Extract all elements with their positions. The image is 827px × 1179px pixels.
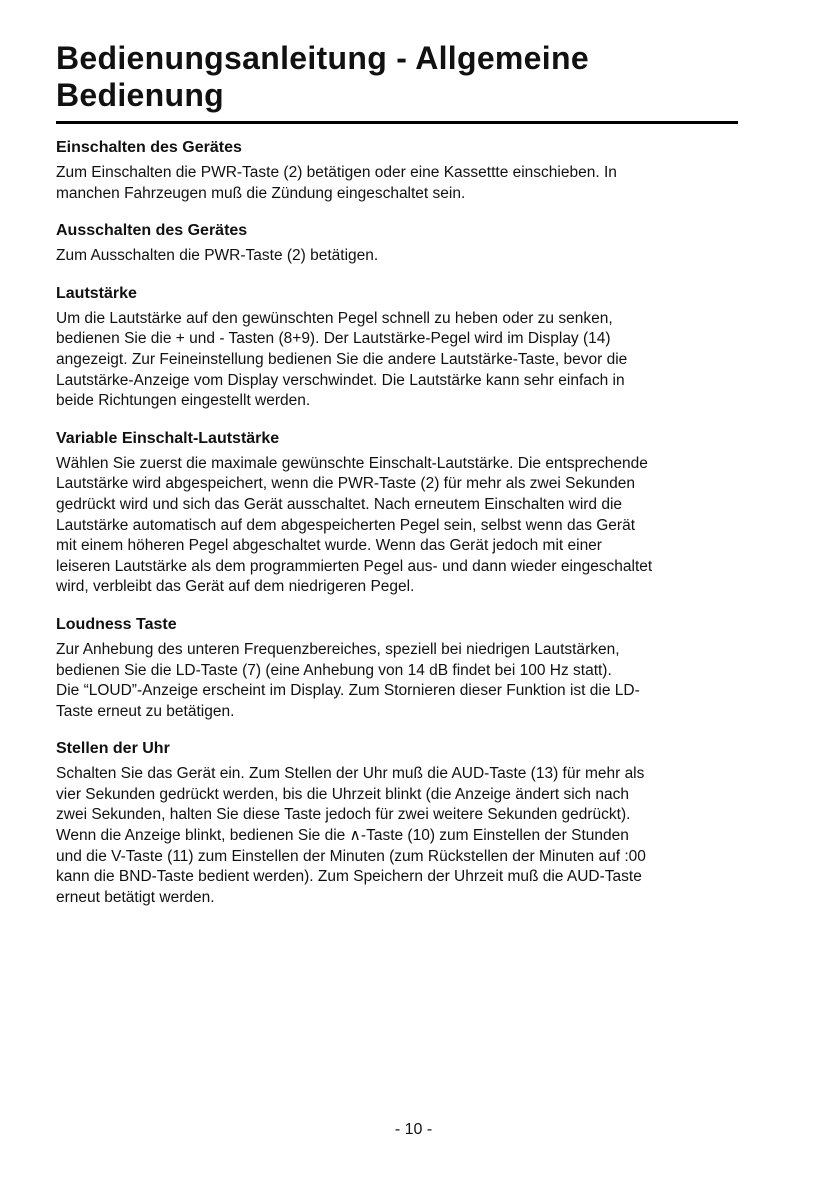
section-heading: Ausschalten des Gerätes (56, 222, 248, 240)
section-loudness-taste (56, 615, 740, 722)
section-heading: Loudness Taste (56, 615, 177, 633)
section-heading: Einschalten des Gerätes (56, 139, 242, 156)
section-body: Zur Anhebung des unteren Frequenzbereiches, speziell bei niedrigen Lautstärken, bedienen Sie die LD-Taste (7) (eine Anhebung von 14 dB findet bei 100 Hz statt). Die “LOUD”-Anzeige erscheint im Display. Zum Stornieren dieser Funktion ist die LD- Taste erneut zu betätigen. (56, 640, 640, 720)
page-title: Bedienungsanleitung - Allgemeine Bedienung (56, 40, 589, 113)
section-body: Um die Lautstärke auf den gewünschten Pegel schnell zu heben oder zu senken, bedienen Sie die + und - Tasten (8+9). Der Lautstärke-Pegel wird im Display (14) angezeigt. Zur Feineinstellung bedienen Sie die andere Lautstärke-Taste, bevor die Lautstärke-Anzeige vom Display verschwindet. Die Lautstärke kann sehr einfach in beide Richtungen eingestellt werden. (56, 309, 628, 410)
section-lautstaerke (56, 284, 740, 412)
section-einschalten (56, 138, 740, 204)
section-ausschalten (56, 221, 740, 267)
title-underline (56, 121, 738, 124)
section-body: Zum Einschalten die PWR-Taste (2) betätigen oder eine Kassettte einschieben. In manchen Fahrzeugen muß die Zündung eingeschaltet sein. (56, 164, 617, 202)
section-variable-einschalt-lautstaerke (56, 429, 740, 598)
section-heading: Lautstärke (56, 284, 137, 302)
section-heading: Variable Einschalt-Lautstärke (56, 429, 280, 447)
section-body: Zum Ausschalten die PWR-Taste (2) betätigen. (56, 247, 379, 265)
page-number: - 10 - (394, 1121, 433, 1138)
section-body: Schalten Sie das Gerät ein. Zum Stellen der Uhr muß die AUD-Taste (13) für mehr als vier Sekunden gedrückt werden, bis die Uhrzeit blinkt (die Anzeige ändert sich nach zwei Sekunden, halten Sie diese Taste jedoch für zwei weitere Sekunden gedrückt). Wenn die Anzeige blinkt, bedienen Sie die ∧-Taste (10) zum Einstellen der Stunden und die V-Taste (11) zum Einstellen der Minuten (zum Rückstellen der Minuten auf :00 kann die BND-Taste bedient werden). Zum Speichern der Uhrzeit muß die AUD-Taste erneut betätigt werden. (56, 765, 646, 906)
document-page (56, 40, 740, 908)
section-heading: Stellen der Uhr (56, 740, 170, 758)
section-body: Wählen Sie zuerst die maximale gewünschte Einschalt-Lautstärke. Die entsprechende Lautstärke wird abgespeichert, wenn die PWR-Taste (2) für mehr als zwei Sekunden gedrückt wird und sich das Gerät ausschaltet. Nach erneutem Einschalten wird die Lautstärke automatisch auf dem abgespeicherten Pegel sein, selbst wenn das Gerät mit einem höheren Pegel abgeschaltet wurde. Wenn das Gerät jedoch mit einer leiseren Lautstärke als dem programmierten Pegel aus- und dann wieder eingeschaltet wird, verbleibt das Gerät auf dem niedrigeren Pegel. (56, 454, 653, 596)
section-stellen-der-uhr (56, 739, 740, 908)
